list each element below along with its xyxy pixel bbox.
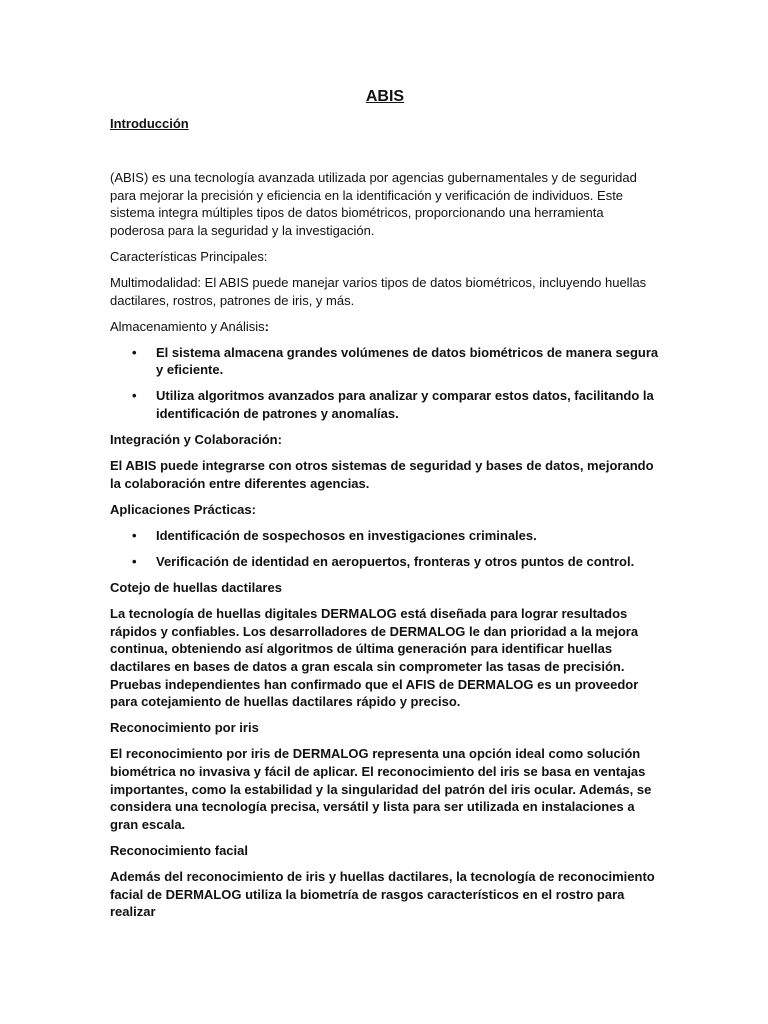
storage-heading-colon: :	[264, 318, 269, 334]
list-item: • El sistema almacena grandes volúmenes de datos biométricos de manera segura y eficiente.	[156, 344, 660, 379]
fingerprint-heading: Cotejo de huellas dactilares	[110, 580, 282, 596]
intro-paragraph: (ABIS) es una tecnología avanzada utilizada por agencias gubernamentales y de seguridad para mejorar la precisión y eficiencia en la identificación y verificación de individuos. Este sistema integra múltiples tipos de datos biométricos, proporcionando una herramienta poderosa para la seguridad y la investigación.	[110, 170, 637, 238]
list-item: • Identificación de sospechosos en investigaciones criminales.	[156, 527, 660, 545]
storage-list	[110, 344, 660, 423]
intro-heading: Introducción	[110, 116, 189, 131]
facial-paragraph: Además del reconocimiento de iris y huellas dactilares, la tecnología de reconocimiento facial de DERMALOG utiliza la biometría de rasgos característicos en el rostro para realizar	[110, 869, 655, 920]
fingerprint-paragraph: La tecnología de huellas digitales DERMALOG está diseñada para lograr resultados rápidos y confiables. Los desarrolladores de DERMALOG le dan prioridad a la mejora continua, obteniendo así algoritmos de última generación para identificar huellas dactilares en bases de datos a gran escala sin comprometer las tasas de precisión. Pruebas independientes han confirmado que el AFIS de DERMALOG es un proveedor para cotejamiento de huellas dactilares rápido y preciso.	[110, 606, 639, 710]
storage-heading	[110, 318, 660, 336]
storage-heading-text: Almacenamiento y Análisis	[110, 318, 265, 334]
multimodal-paragraph: Multimodalidad: El ABIS puede manejar varios tipos de datos biométricos, incluyendo huellas dactilares, rostros, patrones de iris, y más.	[110, 274, 647, 308]
applications-list	[110, 527, 660, 571]
integration-paragraph: El ABIS puede integrarse con otros sistemas de seguridad y bases de datos, mejorando la colaboración entre diferentes agencias.	[110, 458, 654, 491]
features-heading: Características Principales:	[110, 248, 268, 264]
iris-heading: Reconocimiento por iris	[110, 720, 259, 736]
integration-heading: Integración y Colaboración:	[110, 432, 282, 448]
applications-heading: Aplicaciones Prácticas:	[110, 501, 256, 517]
iris-paragraph: El reconocimiento por iris de DERMALOG representa una opción ideal como solución biométrica no invasiva y fácil de aplicar. El reconocimiento del iris se basa en ventajas importantes, como la estabilidad y la singularidad del patrón del iris ocular. Además, se considera una tecnología precisa, versátil y lista para ser utilizada en instalaciones a gran escala.	[110, 746, 652, 832]
list-item: • Utiliza algoritmos avanzados para analizar y comparar estos datos, facilitando la identificación de patrones y anomalías.	[156, 387, 660, 422]
facial-heading: Reconocimiento facial	[110, 842, 248, 858]
list-item: • Verificación de identidad en aeropuertos, fronteras y otros puntos de control.	[156, 553, 660, 571]
document-title: ABIS	[365, 88, 405, 105]
